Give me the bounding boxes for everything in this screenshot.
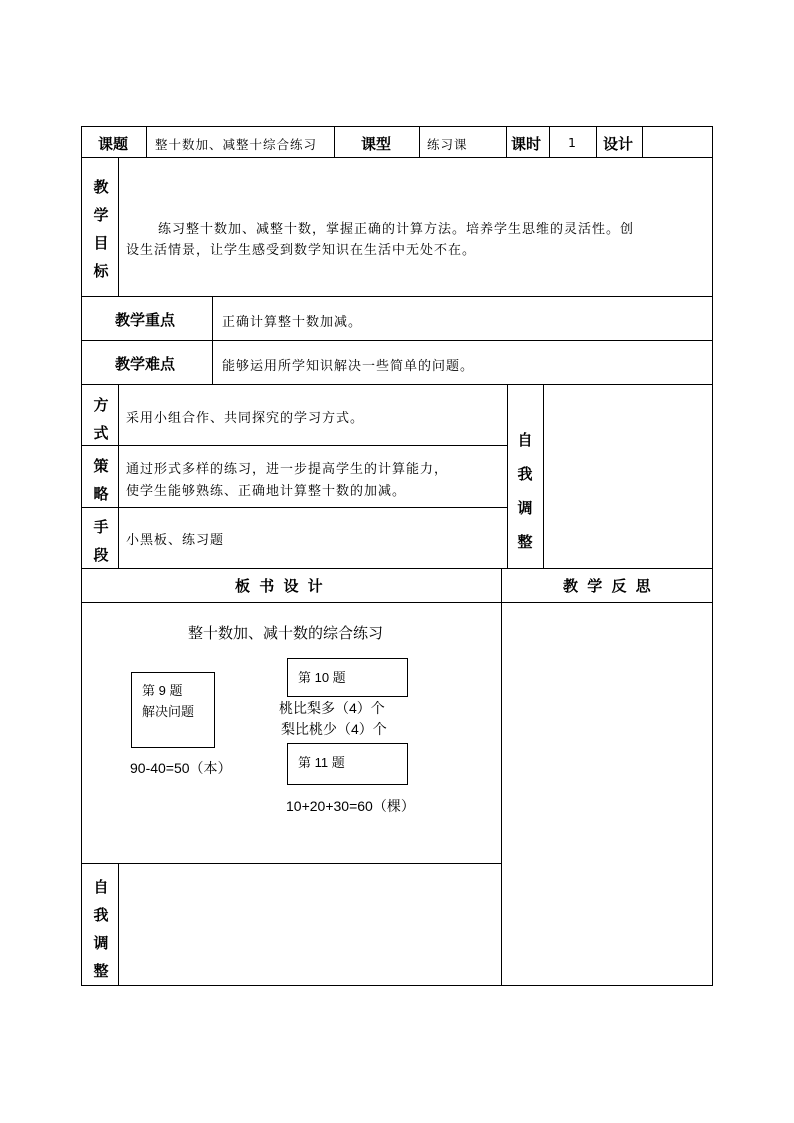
question-10-label: 第 10 题 [298,670,346,685]
question-9-formula: 90-40=50（本） [130,760,232,776]
fangshi-label: 方 式 [93,396,109,442]
question-11-label: 第 11 题 [298,755,345,770]
self-adjust-label-upper: 自 我 调 整 [517,431,533,551]
fangshi-text: 采用小组合作、共同探究的学习方式。 [126,411,365,426]
shouduan-label: 手 段 [93,518,109,564]
goals-label: 教 学 目 标 [93,178,109,280]
difficulty-label: 教学难点 [115,355,176,373]
question-11-formula: 10+20+30=60（棵） [286,798,415,814]
key-point-label: 教学重点 [115,311,176,329]
board-title: 整十数加、减十数的综合练习 [188,625,384,642]
shouduan-text: 小黑板、练习题 [126,533,225,548]
question-9-label: 第 9 题 [142,683,183,698]
hours-value: 1 [568,135,577,150]
key-point-text: 正确计算整十数加减。 [222,315,363,330]
type-label: 课型 [361,135,392,153]
topic-label: 课题 [98,135,129,153]
design-label: 设计 [603,135,634,153]
hours-label: 课时 [511,135,542,153]
celue-label: 策 略 [93,457,109,503]
difficulty-text: 能够运用所学知识解决一些简单的问题。 [222,359,475,374]
goals-text-line2: 设生活情景，让学生感受到数学知识在生活中无处不在。 [126,243,477,258]
question-10-line2: 梨比桃少（4）个 [281,721,387,737]
question-10-line1: 桃比梨多（4）个 [279,700,385,716]
board-design-heading: 板 书 设 计 [235,577,325,595]
celue-text-line2: 使学生能够熟练、正确地计算整十数的加减。 [126,484,407,499]
self-adjust-label-lower: 自 我 调 整 [93,878,109,980]
question-9-subtitle: 解决问题 [142,704,195,719]
lesson-plan-table [81,126,713,986]
type-value: 练习课 [427,137,468,152]
reflection-heading: 教 学 反 思 [563,577,653,595]
topic-value: 整十数加、减整十综合练习 [155,137,318,152]
goals-text-line1: 练习整十数加、减整十数，掌握正确的计算方法。培养学生思维的灵活性。创 [158,222,635,237]
celue-text-line1: 通过形式多样的练习，进一步提高学生的计算能力， [126,462,449,477]
